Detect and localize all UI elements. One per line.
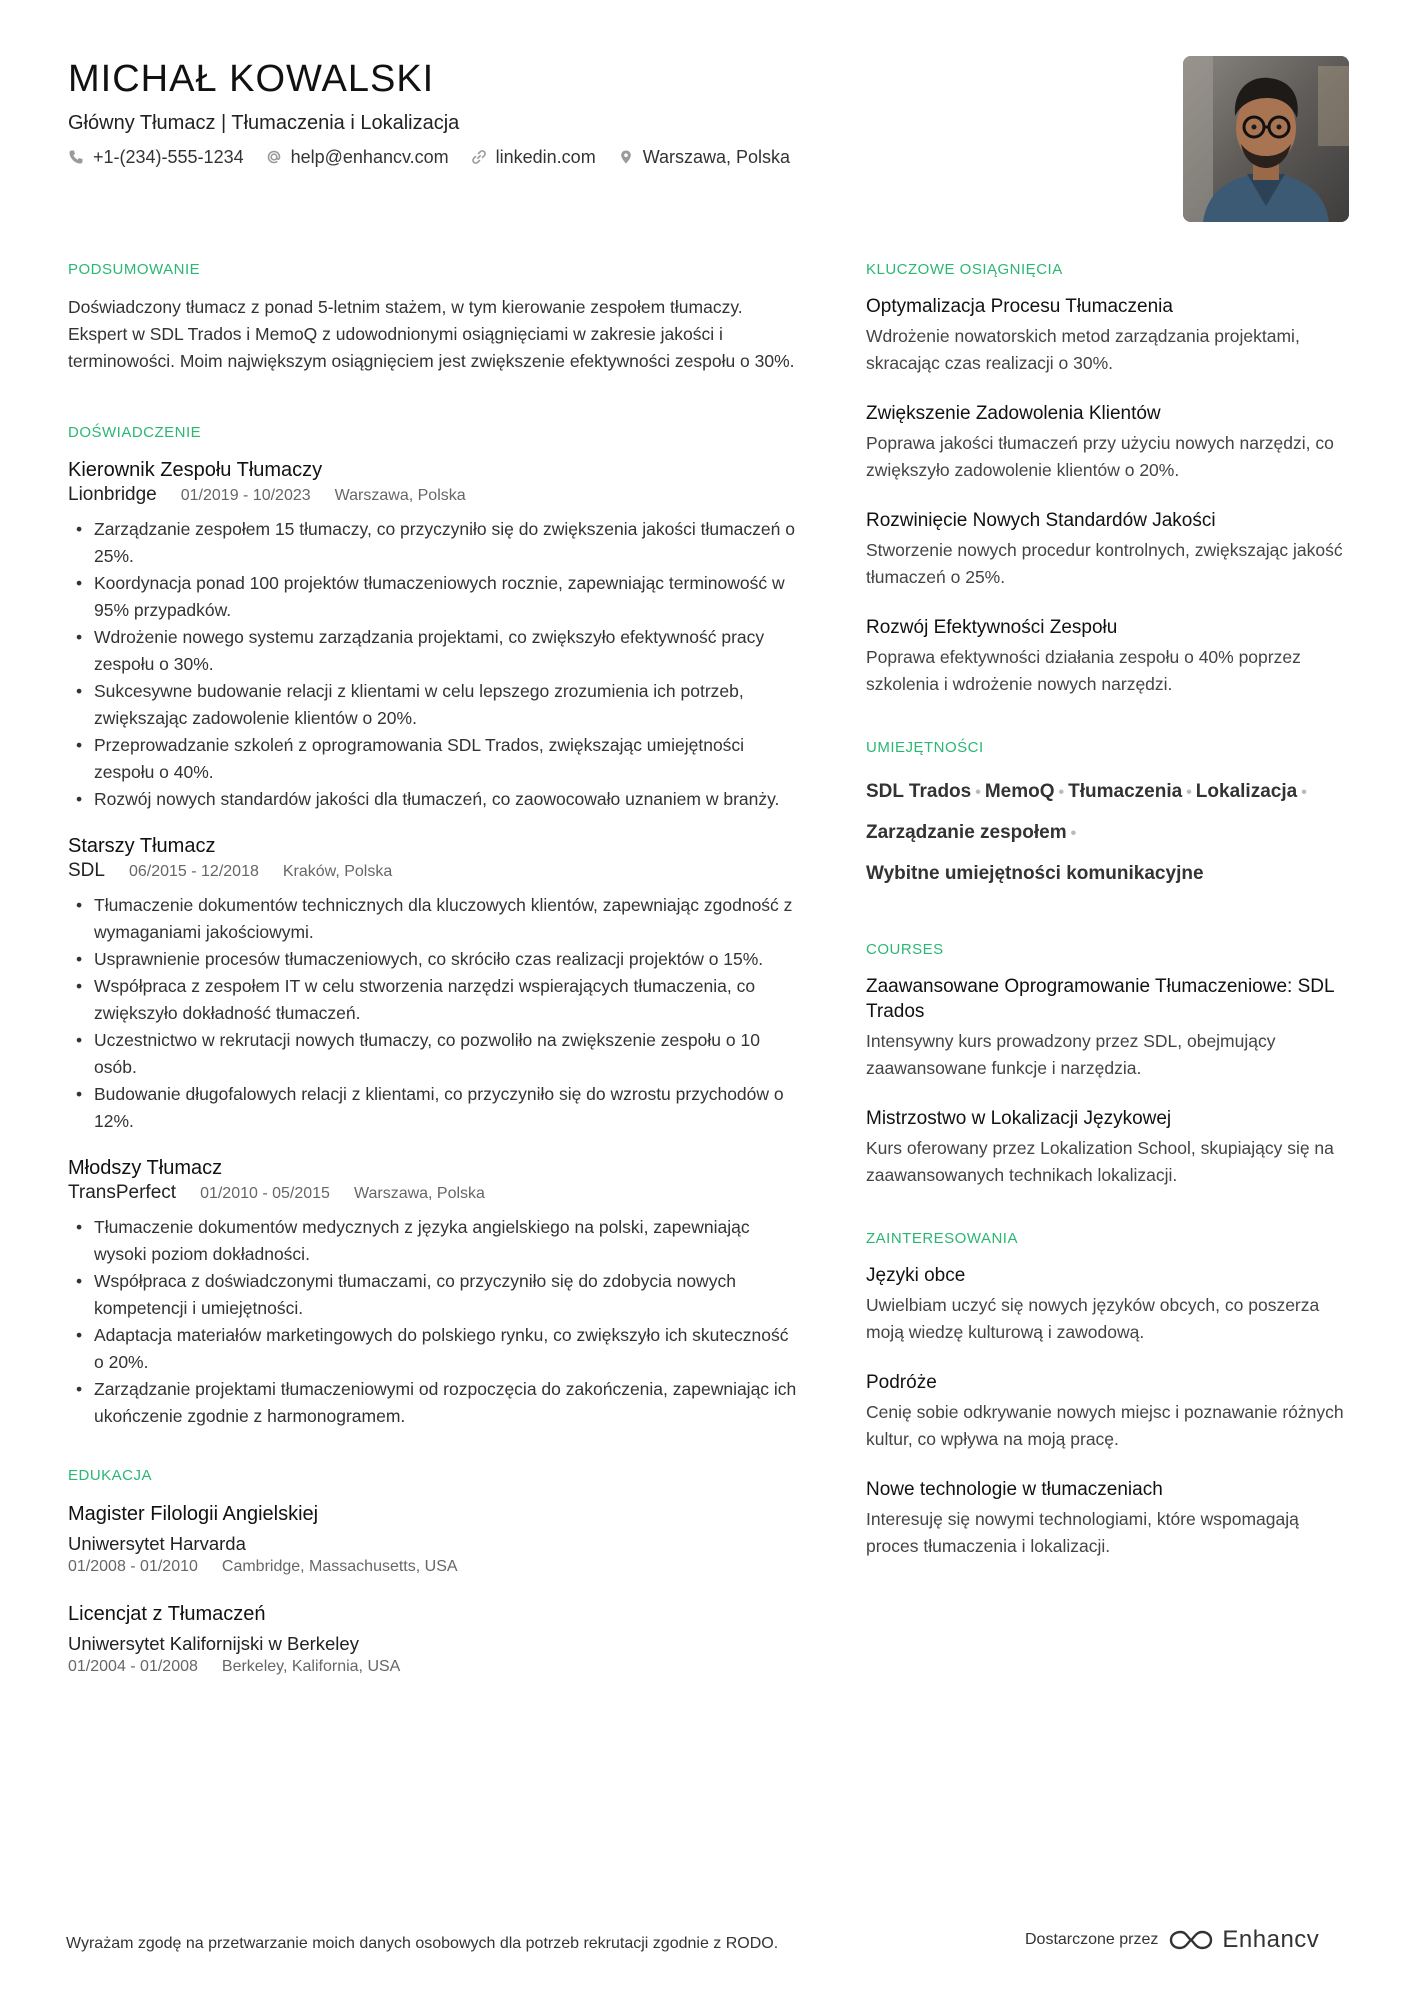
job-title: Kierownik Zespołu Tłumaczy	[68, 459, 323, 481]
job-meta	[68, 1181, 798, 1206]
candidate-name: MICHAŁ KOWALSKI	[68, 58, 435, 100]
course-title: Zaawansowane Oprogramowanie Tłumaczeniowe: SDL Trados	[866, 976, 1334, 1022]
interest-item	[866, 1263, 1356, 1346]
section-title-skills: UMIEJĘTNOŚCI	[866, 739, 984, 756]
interest-title: Nowe technologie w tłumaczeniach	[866, 1479, 1163, 1500]
job-location: Kraków, Polska	[282, 863, 393, 880]
job-bullets	[68, 1214, 798, 1430]
interest-item	[866, 1370, 1356, 1453]
edu-meta	[68, 1656, 798, 1678]
achievement-title: Rozwój Efektywności Zespołu	[866, 617, 1118, 638]
edu-location: Cambridge, Massachusetts, USA	[221, 1558, 458, 1575]
skill-separator: •	[1058, 784, 1065, 801]
enhancv-brand: Enhancv	[1222, 1926, 1320, 1953]
interest-item	[866, 1477, 1356, 1560]
skill-item: Tłumaczenia	[1068, 781, 1183, 802]
edu-meta	[68, 1556, 798, 1578]
contact-row	[68, 144, 1168, 170]
edu-school: Uniwersytet Kalifornijski w Berkeley	[68, 1633, 359, 1654]
job-bullet: • Adaptacja materiałów marketingowych do polskiego rynku, co zwiększyło ich skuteczność o 20%.	[68, 1322, 798, 1376]
skill-separator: •	[1301, 784, 1307, 801]
contact-linkedin[interactable]	[471, 144, 596, 170]
skill-item: MemoQ	[984, 781, 1055, 802]
interests-section	[866, 1229, 1356, 1560]
job-bullet: • Uczestnictwo w rekrutacji nowych tłumaczy, co pozwoliło na zwiększenie zespołu o 10 osób.	[68, 1027, 798, 1081]
job-company: Lionbridge	[68, 484, 157, 505]
candidate-title: Główny Tłumacz | Tłumaczenia i Lokalizacja	[68, 112, 460, 134]
job-bullets	[68, 892, 798, 1135]
job-bullet: • Współpraca z doświadczonymi tłumaczami, co przyczyniło się do zdobycia nowych kompetencji i umiejętności.	[68, 1268, 798, 1322]
job-bullet: • Usprawnienie procesów tłumaczeniowych, co skróciło czas realizacji projektów o 15%.	[68, 946, 798, 973]
section-title-education: EDUKACJA	[68, 1467, 153, 1484]
job-title: Starszy Tłumacz	[68, 835, 216, 857]
skill-separator: •	[975, 784, 981, 801]
job-company: SDL	[68, 860, 105, 881]
achievement-desc: Stworzenie nowych procedur kontrolnych, zwiększając jakość tłumaczeń o 25%.	[866, 540, 1343, 587]
job-dates: 01/2019 - 10/2023	[180, 487, 311, 504]
summary-text: Doświadczony tłumacz z ponad 5-letnim stażem, w tym kierowanie zespołem tłumaczy. Ekspert w SDL Trados i MemoQ z udowodnionymi osiągnięciami w zakresie jakości i terminowości. Moim największym osiągnięciem jest zwiększenie efektywności zespołu o 30%.	[68, 297, 795, 371]
linkedin-text: linkedin.com	[495, 147, 596, 167]
contact-email[interactable]	[266, 144, 449, 170]
job-company: TransPerfect	[68, 1182, 177, 1203]
edu-degree: Licencjat z Tłumaczeń	[68, 1603, 266, 1625]
job-location: Warszawa, Polska	[334, 487, 466, 504]
location-pin-icon	[618, 149, 634, 165]
right-column	[866, 260, 1356, 1584]
powered-by-text: Dostarczone przez	[1025, 1931, 1159, 1948]
education-section	[68, 1466, 798, 1678]
skill-separator: •	[1186, 784, 1192, 801]
achievement-item	[866, 401, 1356, 484]
achievement-desc: Poprawa efektywności działania zespołu o 40% poprzez szkolenia i wdrożenie nowych narzędzi.	[866, 647, 1301, 694]
section-title-courses: COURSES	[866, 941, 944, 958]
job-entry	[68, 833, 798, 1135]
section-title-achievements: KLUCZOWE OSIĄGNIĘCIA	[866, 261, 1063, 278]
job-bullet: • Budowanie długofalowych relacji z klientami, co przyczyniło się do wzrostu przychodów o 12%.	[68, 1081, 798, 1135]
job-bullet: • Tłumaczenie dokumentów technicznych dla kluczowych klientów, zapewniając zgodność z wymaganiami jakościowymi.	[68, 892, 798, 946]
job-bullet: • Sukcesywne budowanie relacji z klientami w celu lepszego zrozumienia ich potrzeb, zwiększając zadowolenie klientów o 20%.	[68, 678, 798, 732]
job-bullet: • Zarządzanie projektami tłumaczeniowymi od rozpoczęcia do zakończenia, zapewniając ich ukończenie zgodnie z harmonogramem.	[68, 1376, 798, 1430]
profile-photo	[1183, 56, 1349, 222]
job-bullet: • Rozwój nowych standardów jakości dla tłumaczeń, co zaowocowało uznaniem w branży.	[68, 786, 798, 813]
interest-desc: Uwielbiam uczyć się nowych języków obcych, co poszerza moją wiedzę kulturową i zawodową.	[866, 1295, 1320, 1342]
phone-text: +1-(234)-555-1234	[93, 147, 244, 167]
skill-item: Wybitne umiejętności komunikacyjne	[866, 863, 1204, 884]
gdpr-consent: Wyrażam zgodę na przetwarzanie moich danych osobowych dla potrzeb rekrutacji zgodnie z RODO.	[66, 1935, 779, 1952]
interest-title: Języki obce	[866, 1265, 966, 1286]
job-dates: 06/2015 - 12/2018	[128, 863, 259, 880]
interest-desc: Cenię sobie odkrywanie nowych miejsc i poznawanie różnych kultur, co wpływa na moją pracę.	[866, 1402, 1344, 1449]
job-meta	[68, 483, 798, 508]
section-title-experience: DOŚWIADCZENIE	[68, 424, 202, 441]
job-bullet: • Przeprowadzanie szkoleń z oprogramowania SDL Trados, zwiększając umiejętności zespołu o 40%.	[68, 732, 798, 786]
achievements-section	[866, 260, 1356, 698]
courses-section	[866, 940, 1356, 1189]
job-entry	[68, 457, 798, 813]
achievement-desc: Wdrożenie nowatorskich metod zarządzania projektami, skracając czas realizacji o 30%.	[866, 326, 1300, 373]
contact-location	[618, 144, 790, 170]
at-icon	[266, 149, 282, 165]
section-title-summary: PODSUMOWANIE	[68, 261, 201, 278]
job-bullet: • Współpraca z zespołem IT w celu stworzenia narzędzi wspierających tłumaczenia, co zwiększyło dokładność tłumaczeń.	[68, 973, 798, 1027]
skill-item: Lokalizacja	[1195, 781, 1298, 802]
edu-dates: 01/2008 - 01/2010	[68, 1558, 198, 1575]
skills-section	[866, 738, 1356, 894]
job-location: Warszawa, Polska	[353, 1185, 485, 1202]
job-meta	[68, 859, 798, 884]
summary-section	[68, 260, 798, 375]
left-column	[68, 260, 798, 1700]
email-text: help@enhancv.com	[290, 147, 449, 167]
job-title: Młodszy Tłumacz	[68, 1157, 223, 1179]
experience-section	[68, 423, 798, 1430]
achievement-title: Optymalizacja Procesu Tłumaczenia	[866, 296, 1173, 317]
job-bullet: • Koordynacja ponad 100 projektów tłumaczeniowych rocznie, zapewniając terminowość w 95% przypadków.	[68, 570, 798, 624]
job-dates: 01/2010 - 05/2015	[200, 1185, 330, 1202]
location-text: Warszawa, Polska	[642, 147, 791, 167]
edu-school: Uniwersytet Harvarda	[68, 1533, 246, 1554]
job-bullet: • Wdrożenie nowego systemu zarządzania projektami, co zwiększyło efektywność pracy zespołu o 30%.	[68, 624, 798, 678]
education-entry	[68, 1600, 798, 1678]
edu-degree: Magister Filologii Angielskiej	[68, 1503, 319, 1525]
course-desc: Intensywny kurs prowadzony przez SDL, obejmujący zaawansowane funkcje i narzędzia.	[866, 1031, 1276, 1078]
job-bullet: • Zarządzanie zespołem 15 tłumaczy, co przyczyniło się do zwiększenia jakości tłumaczeń o 25%.	[68, 516, 798, 570]
resume-header	[68, 56, 1168, 170]
education-entry	[68, 1500, 798, 1578]
job-bullets	[68, 516, 798, 813]
course-desc: Kurs oferowany przez Lokalization School, skupiający się na zaawansowanych technikach lokalizacji.	[866, 1138, 1334, 1185]
interest-desc: Interesuję się nowymi technologiami, które wspomagają proces tłumaczenia i lokalizacji.	[866, 1509, 1299, 1556]
course-item	[866, 974, 1356, 1082]
link-icon	[471, 149, 487, 165]
achievement-desc: Poprawa jakości tłumaczeń przy użyciu nowych narzędzi, co zwiększyło zadowolenie klientów o 20%.	[866, 433, 1334, 480]
interest-title: Podróże	[866, 1372, 937, 1393]
job-bullet: • Tłumaczenie dokumentów medycznych z języka angielskiego na polski, zapewniając wysoki poziom dokładności.	[68, 1214, 798, 1268]
achievement-item	[866, 615, 1356, 698]
powered-by[interactable]	[1025, 1926, 1319, 1954]
achievement-title: Zwiększenie Zadowolenia Klientów	[866, 403, 1161, 424]
enhancv-logo-icon	[1168, 1928, 1214, 1952]
skill-separator: •	[1070, 825, 1077, 842]
edu-location: Berkeley, Kalifornia, USA	[221, 1658, 401, 1675]
achievement-item	[866, 508, 1356, 591]
section-title-interests: ZAINTERESOWANIA	[866, 1230, 1018, 1247]
course-title: Mistrzostwo w Lokalizacji Językowej	[866, 1108, 1172, 1129]
phone-icon	[68, 149, 84, 165]
skill-item: Zarządzanie zespołem	[866, 822, 1067, 843]
skill-item: SDL Trados	[866, 781, 972, 802]
job-entry	[68, 1155, 798, 1430]
course-item	[866, 1106, 1356, 1189]
achievement-title: Rozwinięcie Nowych Standardów Jakości	[866, 510, 1216, 531]
edu-dates: 01/2004 - 01/2008	[68, 1658, 198, 1675]
achievement-item	[866, 294, 1356, 377]
contact-phone	[68, 144, 244, 170]
skills-list	[866, 772, 1356, 894]
